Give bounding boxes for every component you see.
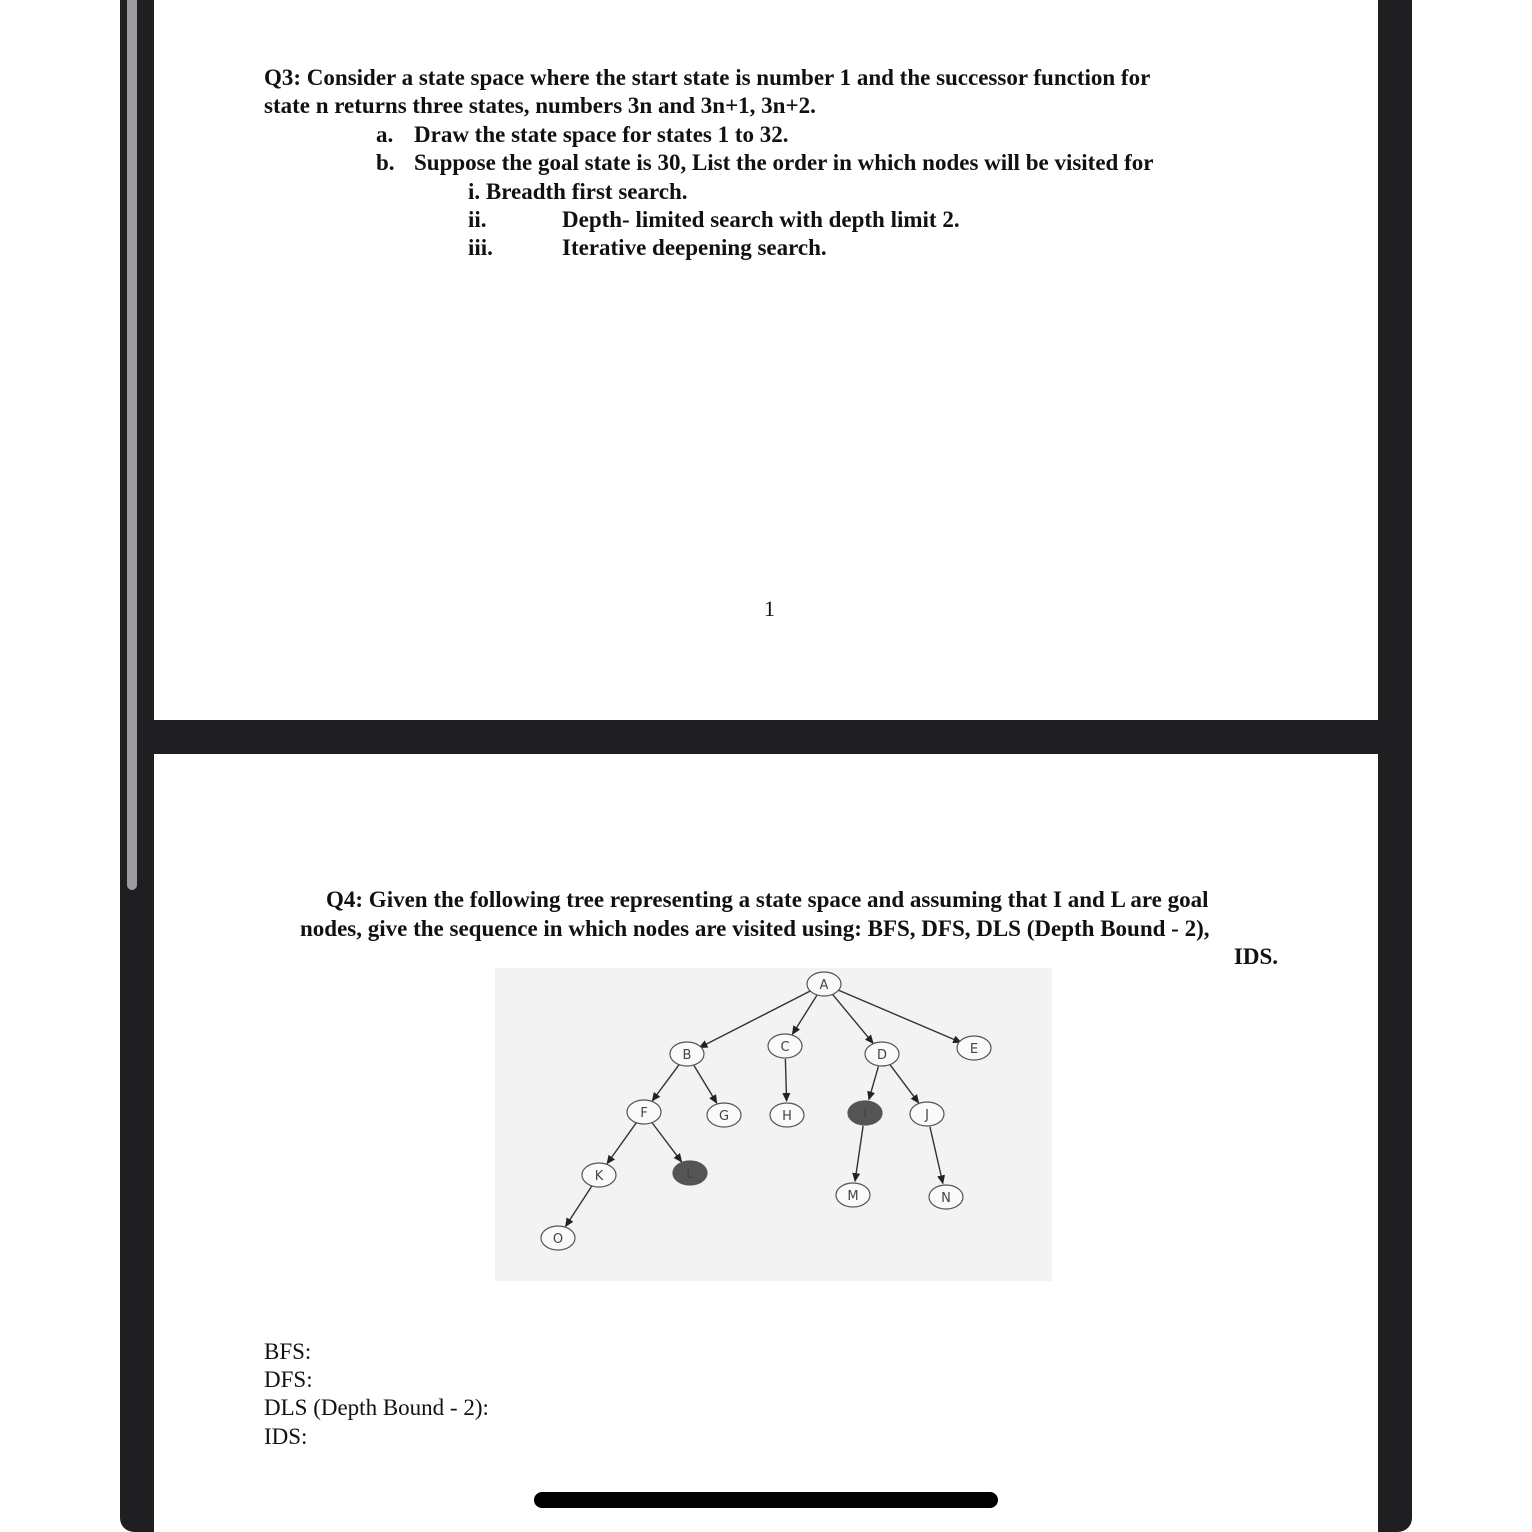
- home-indicator[interactable]: [534, 1492, 998, 1508]
- q4-line-3: IDS.: [1233, 944, 1278, 969]
- q4-line-1: Q4: Given the following tree representing a state space and assuming that I and L are goal: [326, 887, 1209, 912]
- tree-svg: [495, 968, 1052, 1281]
- tree-node-f: [627, 1100, 661, 1124]
- tree-node-i: [848, 1101, 882, 1125]
- tree-diagram: [495, 968, 1052, 1281]
- tree-node-h: [770, 1103, 804, 1127]
- tree-edge-j-n: [930, 1127, 943, 1184]
- tree-node-g-label: G: [718, 1109, 730, 1124]
- tree-edge-d-j: [890, 1064, 919, 1102]
- tree-edge-a-c: [792, 995, 817, 1034]
- tree-node-l-label: L: [686, 1167, 694, 1182]
- tree-node-a-label: A: [819, 978, 829, 993]
- tree-node-e: [957, 1036, 991, 1060]
- tree-node-c: [768, 1034, 802, 1058]
- tree-node-j: [910, 1102, 944, 1126]
- tree-edge-b-f: [652, 1064, 679, 1100]
- tree-node-o-label: O: [552, 1232, 564, 1247]
- tree-edge-a-d: [832, 994, 873, 1043]
- tree-node-b: [670, 1042, 704, 1066]
- tree-edge-f-k: [607, 1123, 636, 1164]
- tree-edge-f-l: [652, 1122, 682, 1161]
- q3-ii-text: Depth- limited search with depth limit 2.: [562, 207, 960, 232]
- document-page-2: [154, 754, 1378, 1532]
- tree-edge-i-m: [855, 1126, 863, 1181]
- tree-node-e-label: E: [969, 1042, 979, 1057]
- q3-line-1: Q3: Consider a state space where the start state is number 1 and the successor function for: [264, 65, 1151, 90]
- document-page-1: [154, 0, 1378, 720]
- tree-edge-d-i: [869, 1066, 879, 1099]
- tree-node-a: [807, 972, 841, 996]
- q3-line-2: state n returns three states, numbers 3n and 3n+1, 3n+2.: [264, 93, 816, 118]
- tree-node-n: [929, 1185, 963, 1209]
- q3-a-marker: a.: [376, 122, 394, 147]
- tree-node-b-label: B: [682, 1048, 692, 1063]
- tree-node-d: [865, 1042, 899, 1066]
- q3-b-marker: b.: [376, 150, 395, 175]
- q3-a-text: Draw the state space for states 1 to 32.: [414, 122, 789, 147]
- tree-node-m-label: M: [847, 1189, 859, 1204]
- tree-edge-a-e: [836, 989, 961, 1042]
- tree-node-l: [673, 1161, 707, 1185]
- tree-node-k-label: K: [594, 1169, 604, 1184]
- tree-edge-k-o: [566, 1186, 592, 1226]
- tree-node-m: [836, 1183, 870, 1207]
- q3-ii-marker: ii.: [468, 207, 487, 232]
- tree-node-o: [541, 1226, 575, 1250]
- tree-node-f-label: F: [640, 1106, 648, 1121]
- page-number: 1: [764, 596, 775, 621]
- answer-dfs-label: DFS:: [264, 1367, 313, 1392]
- q3-b-text: Suppose the goal state is 30, List the order in which nodes will be visited for: [414, 150, 1154, 175]
- tree-node-d-label: D: [876, 1048, 888, 1063]
- q3-iii-text: Iterative deepening search.: [562, 235, 827, 260]
- tree-edge-b-g: [694, 1065, 717, 1103]
- tree-node-g: [707, 1103, 741, 1127]
- answer-bfs-label: BFS:: [264, 1339, 312, 1364]
- tree-edge-c-h: [785, 1059, 786, 1101]
- tree-node-n-label: N: [941, 1191, 951, 1206]
- scrollbar[interactable]: [127, 0, 137, 890]
- tree-node-h-label: H: [782, 1109, 792, 1124]
- tree-node-c-label: C: [780, 1040, 790, 1055]
- tree-node-i-label: I: [863, 1107, 867, 1122]
- tree-node-j-label: J: [925, 1108, 929, 1123]
- q3-iii-marker: iii.: [468, 235, 493, 260]
- answer-dls-label: DLS (Depth Bound - 2):: [264, 1395, 489, 1420]
- q3-i-text: i. Breadth first search.: [468, 179, 688, 204]
- answer-ids-label: IDS:: [264, 1424, 308, 1449]
- tree-node-k: [582, 1163, 616, 1187]
- q4-line-2: nodes, give the sequence in which nodes are visited using: BFS, DFS, DLS (Depth Bound - 2),: [300, 916, 1210, 941]
